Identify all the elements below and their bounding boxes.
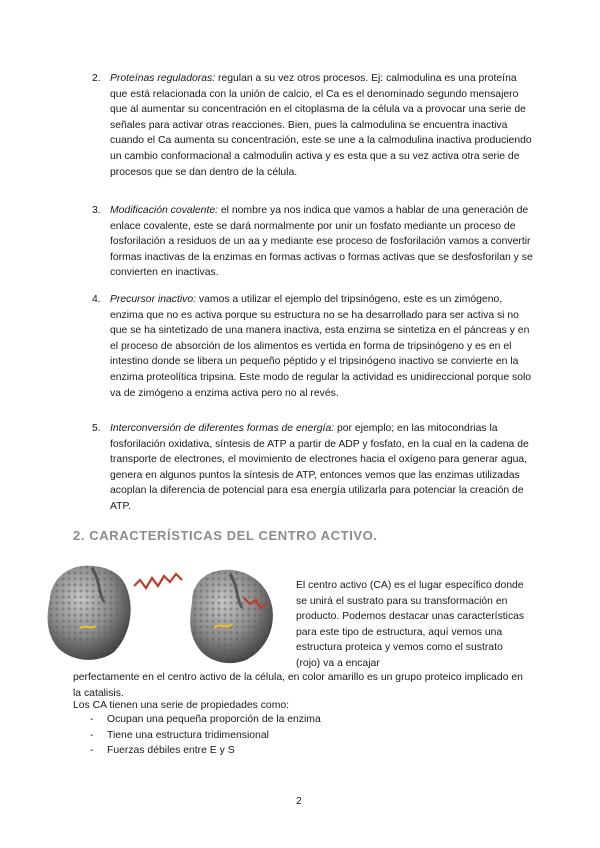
substrate-free xyxy=(134,574,182,588)
item-text: el nombre ya nos indica que vamos a hablar de una generación de enlace covalente, este se dará normalmente por unir un fosfato mediante un proceso de fosforilación a residuos de un aa y mediante ese proceso de fosforilación vamos a convertir formas inactivas de la enzimas en formas activas o formas activas que se desfosforilan y se convierten en inactivas. xyxy=(110,205,533,279)
enzyme-structure-right xyxy=(190,570,273,663)
bullet-dash: - xyxy=(90,729,94,741)
item-text: regulan a su vez otros procesos. Ej: calmodulina es una proteína que está relacionada con la unión de calcio, el Ca es el denominado segundo mensajero que al aumentar su concentración en el citoplasma de la célula va a provocar una serie de señales para activar otras reacciones. Bien, pues la calmodulina se encuentra inactiva cuando el Ca aumenta su concentración, este se une a la calmodulina inactiva produciendo un cambio conformacional a calmodulin activa y es esta que a su vez activa otra serie de procesos que se dan dentro de la célula. xyxy=(110,73,532,178)
item-number: 3. xyxy=(92,205,101,216)
properties-intro: Los CA tienen una serie de propiedades como: xyxy=(73,700,290,711)
item-body xyxy=(110,292,536,401)
list-item: - Tiene una estructura tridimensional xyxy=(90,728,321,744)
figure-caption: El centro activo (CA) es el lugar específico donde se unirá el sustrato para su transformación en producto. Podemos destacar unas características para este tipo de estructura, aquí vemos una estructura proteica y vemos como el sustrato (rojo) va a encajar xyxy=(296,580,525,669)
properties-list xyxy=(90,712,321,759)
item-lead: Precursor inactivo: xyxy=(110,294,197,305)
bullet-dash: - xyxy=(90,714,94,725)
active-site-figure xyxy=(42,558,292,668)
enzyme-structure-left xyxy=(48,566,131,660)
item-text: por ejemplo; en las mitocondrias la fosforilación oxidativa, síntesis de ATP a partir de ADP y fosfato, en la cual en la cadena de transporte de electrones, el movimiento de electrones hacia el oxígeno para generar agua, genera en algunos puntos la síntesis de ATP, entonces vemos que las enzimas utilizadas acoplan la diferencia de potencial para esa energía utilizarla para potenciar la creación de ATP. xyxy=(110,423,529,512)
item-text: vamos a utilizar el ejemplo del tripsinógeno, este es un zimógeno, enzima que no es activa porque su estructura no se ha desarrollado para ser activa si no que se ha sintetizado de una manera inactiva, esta enzima se sintetiza en el páncreas y en el proceso de absorción de los alimentos es vertida en forma de tripsinógeno y es en el intestino donde se libera un pequeño péptido y el tripsinógeno inactivo se convierte en la enzima proteolítica tripsina. Este modo de regular la actividad es unidireccional porque solo va de zimógeno a enzima activa pero no al revés. xyxy=(110,294,532,399)
item-body xyxy=(110,71,536,180)
item-lead: Interconversión de diferentes formas de energía: xyxy=(110,423,335,434)
item-number: 5. xyxy=(92,423,101,434)
section-title: 2. CARACTERÍSTICAS DEL CENTRO ACTIVO. xyxy=(73,528,378,543)
list-item-2 xyxy=(92,71,532,180)
item-number: 4. xyxy=(92,294,101,305)
item-number: 2. xyxy=(92,73,101,84)
item-lead: Modificación covalente: xyxy=(110,205,219,216)
item-body xyxy=(110,421,536,515)
figure-caption-continued: perfectamente en el centro activo de la célula, en color amarillo es un grupo proteico implicado en la catalisis. xyxy=(73,672,523,699)
item-body xyxy=(110,203,536,281)
page-number: 2 xyxy=(296,796,302,807)
bullet-dash: - xyxy=(90,745,94,757)
list-item: - Fuerzas débiles entre E y S xyxy=(90,743,321,759)
list-item-5 xyxy=(92,421,529,515)
list-item-4 xyxy=(92,292,532,401)
list-item: - Ocupan una pequeña proporción de la enzima xyxy=(90,712,321,728)
list-item-3 xyxy=(92,203,533,281)
item-lead: Proteínas reguladoras: xyxy=(110,73,216,84)
catalytic-group-left xyxy=(80,626,96,628)
